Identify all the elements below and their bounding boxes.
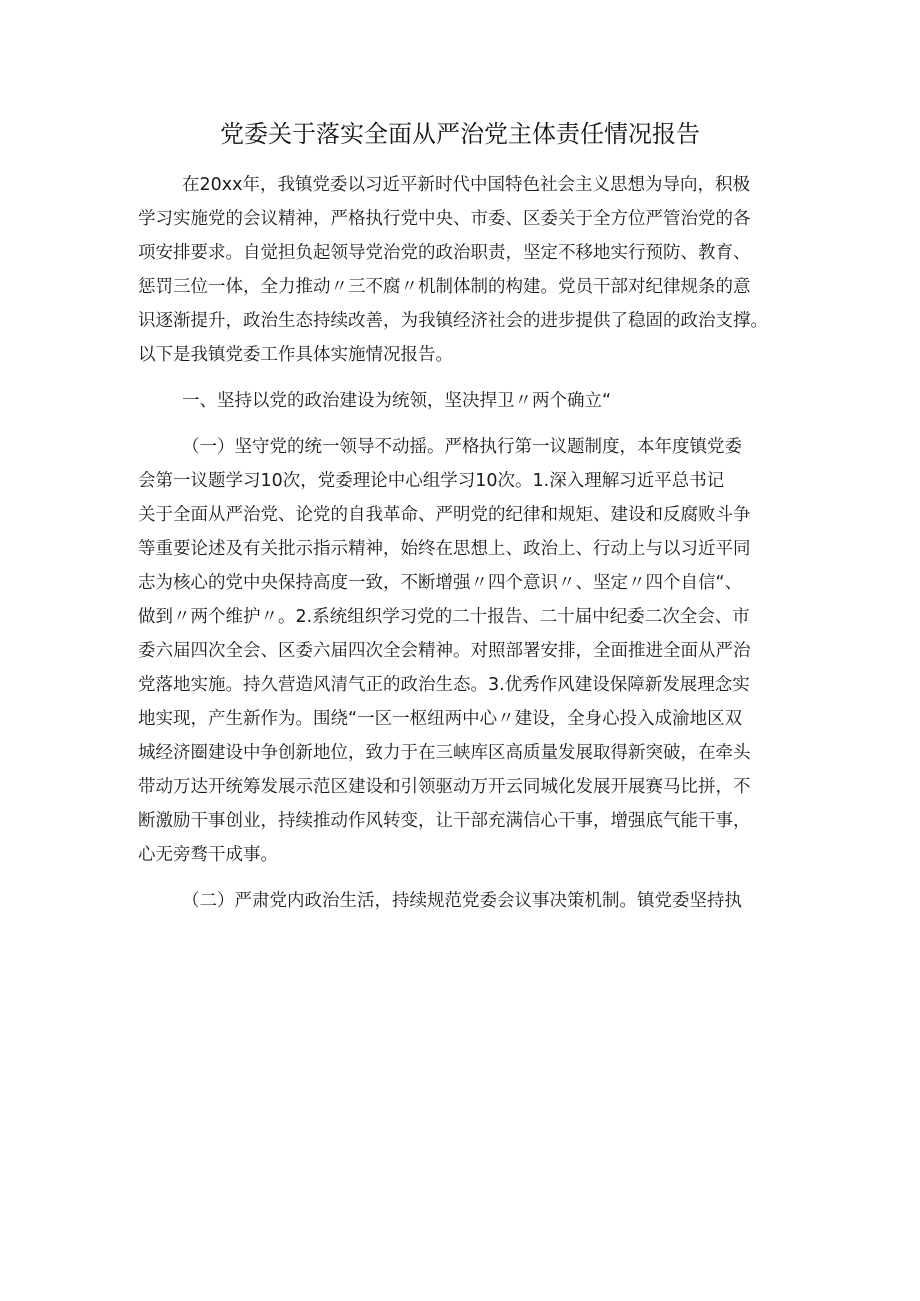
paragraph-3-line-1: （二）严肃党内政治生活，持续规范党委会议事决策机制。镇党委坚持执: [182, 891, 742, 911]
paragraph-2-line-10: 城经济圈建设中争创新地位，致力于在三峡库区高质量发展取得新突破，在牵头: [138, 743, 751, 763]
section-heading-1: 一、坚持以党的政治建设为统领，坚决捍卫〃两个确立“: [182, 391, 612, 411]
paragraph-2-line-13: 心无旁骛干成事。: [138, 845, 278, 865]
paragraph-2-line-9: 地实现，产生新作为。围绕“一区一枢纽两中心〃建设，全身心投入成渝地区双: [138, 709, 743, 729]
document-body: [138, 168, 798, 918]
paragraph-1-line-6: 以下是我镇党委工作具体实施情况报告。: [138, 345, 453, 365]
paragraph-2-line-6: 做到〃两个维护〃。2.系统组织学习党的二十报告、二十届中纪委二次全会、市: [138, 607, 750, 627]
paragraph-1-line-3: 项安排要求。自觉担负起领导党治党的政治职责，坚定不移地实行预防、教育、: [138, 243, 751, 263]
paragraph-2-line-5: 志为核心的党中央保持高度一致，不断增强〃四个意识〃、坚定〃四个自信“、: [138, 573, 743, 593]
paragraph-1-line-5: 识逐渐提升，政治生态持续改善，为我镇经济社会的进步提供了稳固的政治支撑。: [138, 311, 768, 331]
paragraph-2-line-2: 会第一议题学习10次，党委理论中心组学习10次。1.深入理解习近平总书记: [138, 471, 725, 491]
document-title: 党委关于落实全面从严治党主体责任情况报告: [220, 120, 700, 148]
paragraph-2-line-7: 委六届四次全会、区委六届四次全会精神。对照部署安排，全面推进全面从严治: [138, 641, 751, 661]
paragraph-2-line-12: 断激励干事创业，持续推动作风转变，让干部充满信心干事，增强底气能干事，: [138, 811, 751, 831]
paragraph-2-line-11: 带动万达开统筹发展示范区建设和引领驱动万开云同城化发展开展赛马比拼，不: [138, 777, 751, 797]
paragraph-1-line-1: 在20xx年，我镇党委以习近平新时代中国特色社会主义思想为导向，积极: [182, 175, 750, 195]
paragraph-gap: [138, 418, 798, 430]
paragraph-2-line-3: 关于全面从严治党、论党的自我革命、严明党的纪律和规矩、建设和反腐败斗争: [138, 505, 751, 525]
paragraph-gap: [138, 372, 798, 384]
paragraph-2-line-8: 党落地实施。持久营造风清气正的政治生态。3.优秀作风建设保障新发展理念实: [138, 675, 750, 695]
paragraph-1-line-4: 惩罚三位一体，全力推动〃三不腐〃机制体制的构建。党员干部对纪律规条的意: [138, 277, 751, 297]
paragraph-gap: [138, 872, 798, 884]
paragraph-1-line-2: 学习实施党的会议精神，严格执行党中央、市委、区委关于全方位严管治党的各: [138, 209, 751, 229]
paragraph-2-line-4: 等重要论述及有关批示指示精神，始终在思想上、政治上、行动上与以习近平同: [138, 539, 751, 559]
paragraph-2-line-1: （一）坚守党的统一领导不动摇。严格执行第一议题制度，本年度镇党委: [182, 437, 742, 457]
